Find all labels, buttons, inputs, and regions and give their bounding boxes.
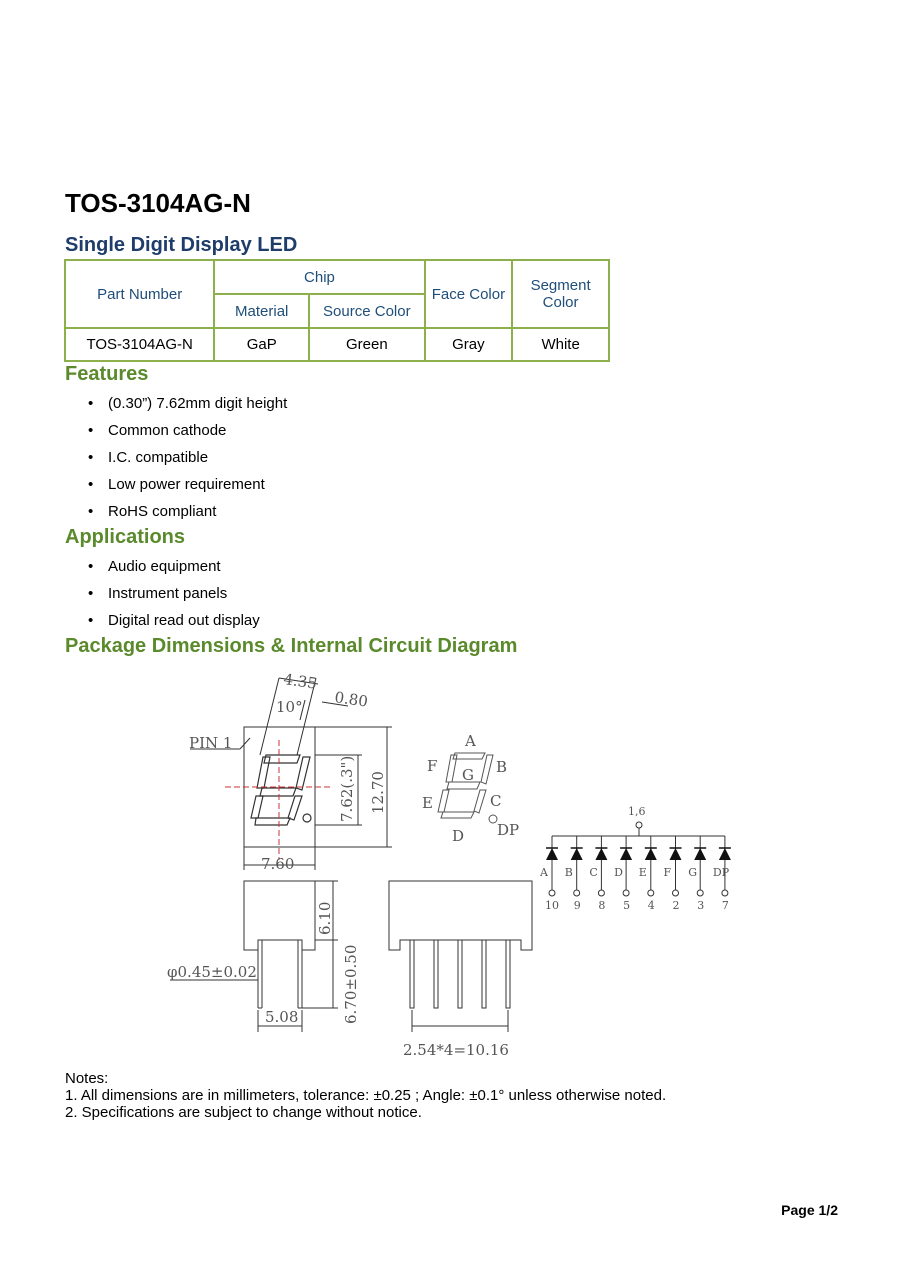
pin-number: 3 — [697, 899, 705, 912]
seg-label-e: E — [422, 794, 433, 812]
seg-label-a: A — [465, 732, 476, 750]
seg-label-f: F — [427, 757, 438, 775]
segment-label: C — [589, 866, 598, 879]
applications-heading: Applications — [65, 526, 186, 548]
dim-pitch: 2.54*4=10.16 — [403, 1041, 509, 1059]
cell-material: GaP — [214, 328, 309, 361]
common-pin-node — [636, 822, 642, 828]
spec-table — [64, 259, 610, 362]
segment-pin-node — [623, 890, 629, 896]
segment-label: B — [564, 866, 573, 879]
diode-icon — [719, 848, 731, 860]
bottom-view-pins — [410, 940, 510, 1008]
segment-pin-node — [574, 890, 580, 896]
package-heading: Package Dimensions & Internal Circuit Diagram — [65, 635, 518, 657]
dim-0-80: 0.80 — [333, 688, 370, 711]
list-item: • Instrument panels — [88, 584, 260, 611]
segment-pin-node — [673, 890, 679, 896]
dim-6-70: 6.70±0.50 — [342, 944, 360, 1024]
seg-label-b: B — [496, 758, 508, 776]
segment-color-header: Segment Color — [512, 260, 609, 328]
note-item: 1. All dimensions are in millimeters, tolerance: ±0.25 ; Angle: ±0.1° unless otherwise noted. — [65, 1087, 667, 1104]
segment-label: D — [614, 866, 623, 879]
segment-pin-node — [697, 890, 703, 896]
list-item: • Audio equipment — [88, 557, 260, 584]
diode-icon — [670, 848, 682, 860]
list-item: • Common cathode — [88, 421, 287, 448]
product-subtitle: Single Digit Display LED — [65, 234, 298, 256]
notes — [65, 1070, 666, 1121]
diode-icon — [694, 848, 706, 860]
material-header: Material — [214, 294, 309, 328]
pin-number: 2 — [672, 899, 680, 912]
chip-header: Chip — [214, 260, 424, 294]
dim-pin-diameter: φ0.45±0.02 — [167, 963, 257, 981]
dim-7-62: 7.62(.3") — [338, 755, 356, 822]
diode-icon — [645, 848, 657, 860]
source-color-header: Source Color — [309, 294, 425, 328]
pin-number: 7 — [721, 899, 729, 912]
pin-number: 10 — [545, 899, 559, 912]
segment-map-digit — [438, 753, 497, 823]
list-item: • RoHS compliant — [88, 502, 287, 529]
pin-number: 5 — [623, 899, 631, 912]
segment-label: E — [638, 866, 647, 879]
dim-angle: 10° — [276, 698, 303, 716]
side-view-body — [244, 881, 315, 950]
cell-segment-color: White — [512, 328, 609, 361]
diode-icon — [546, 848, 558, 860]
cell-face-color: Gray — [425, 328, 513, 361]
seg-label-g: G — [462, 766, 474, 784]
page-title: TOS-3104AG-N — [65, 188, 251, 218]
dim-12-70: 12.70 — [369, 771, 387, 814]
diode-icon — [620, 848, 632, 860]
dim-5-08: 5.08 — [265, 1008, 299, 1026]
pin-number: 9 — [573, 899, 581, 912]
page-number: Page 1/2 — [781, 1202, 838, 1218]
dim-4-35: 4.35 — [282, 670, 319, 693]
segment-label: A — [540, 866, 548, 879]
features-heading: Features — [65, 363, 149, 385]
part-number-header: Part Number — [65, 260, 214, 328]
segment-pin-node — [648, 890, 654, 896]
pin-number: 4 — [647, 899, 655, 912]
face-color-header: Face Color — [425, 260, 513, 328]
segment-pin-node — [549, 890, 555, 896]
list-item: • Low power requirement — [88, 475, 287, 502]
pin-number: 8 — [598, 899, 606, 912]
list-item: • (0.30”) 7.62mm digit height — [88, 394, 287, 421]
diode-icon — [571, 848, 583, 860]
note-item: 2. Specifications are subject to change without notice. — [65, 1104, 422, 1121]
front-digit — [251, 755, 311, 825]
dim-6-10: 6.10 — [316, 901, 334, 935]
pin1-label: PIN 1 — [189, 734, 233, 752]
seg-label-dp: DP — [497, 821, 520, 839]
dim-7-60: 7.60 — [261, 855, 295, 873]
list-item: • Digital read out display — [88, 611, 260, 638]
list-item: • I.C. compatible — [88, 448, 287, 475]
diode-icon — [595, 848, 607, 860]
common-pin-label: 1,6 — [628, 805, 646, 818]
notes-heading: Notes: — [65, 1070, 109, 1087]
seg-label-c: C — [490, 792, 502, 810]
cell-part-number: TOS-3104AG-N — [65, 328, 214, 361]
applications-list — [88, 557, 260, 638]
package-diagram — [0, 660, 900, 1070]
segment-label: DP — [712, 866, 730, 879]
segment-pin-node — [722, 890, 728, 896]
segment-label: G — [688, 866, 697, 879]
segment-pin-node — [598, 890, 604, 896]
circuit-diagram — [539, 805, 731, 912]
seg-label-d: D — [452, 827, 465, 845]
cell-source-color: Green — [309, 328, 425, 361]
features-list — [88, 394, 287, 529]
segment-label: F — [663, 866, 672, 879]
